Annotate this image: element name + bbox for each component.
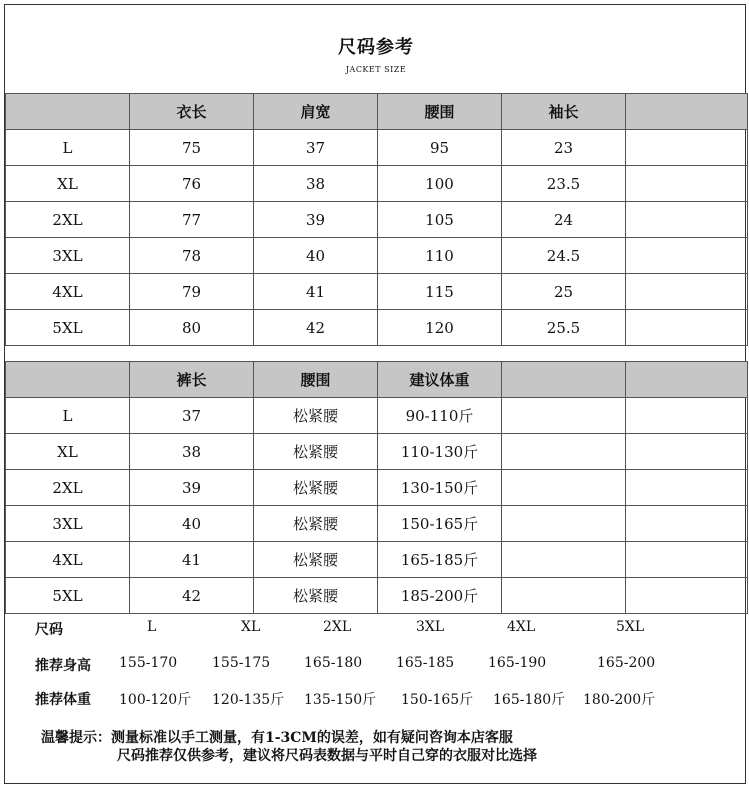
header-cell: 裤长 bbox=[130, 362, 254, 398]
table-cell: 37 bbox=[130, 398, 254, 434]
size-label-row bbox=[5, 619, 747, 639]
weight-recommend-row bbox=[5, 689, 747, 709]
table-cell: 41 bbox=[130, 542, 254, 578]
table-cell: L bbox=[6, 130, 130, 166]
table-cell: 4XL bbox=[6, 542, 130, 578]
header-cell bbox=[502, 362, 626, 398]
header-cell bbox=[626, 362, 748, 398]
table-cell: 130-150斤 bbox=[378, 470, 502, 506]
table-cell: 80 bbox=[130, 310, 254, 346]
weight-value: 180-200斤 bbox=[583, 692, 656, 708]
header-cell: 建议体重 bbox=[378, 362, 502, 398]
size-chart bbox=[4, 4, 746, 784]
table-cell bbox=[626, 542, 748, 578]
table-cell: 37 bbox=[254, 130, 378, 166]
note-line: 温馨提示：测量标准以手工测量，有1-3CM的误差，如有疑问咨询本店客服 bbox=[41, 730, 513, 746]
table-cell: 75 bbox=[130, 130, 254, 166]
table-cell: 松紧腰 bbox=[254, 542, 378, 578]
table-cell: 185-200斤 bbox=[378, 578, 502, 614]
table-row bbox=[6, 434, 748, 470]
size-value: 3XL bbox=[416, 619, 445, 635]
table-cell: 40 bbox=[130, 506, 254, 542]
table-cell bbox=[502, 506, 626, 542]
table-cell bbox=[502, 578, 626, 614]
table-cell: 5XL bbox=[6, 578, 130, 614]
table-cell: 150-165斤 bbox=[378, 506, 502, 542]
weight-value: 165-180斤 bbox=[493, 692, 566, 708]
height-value: 165-190 bbox=[488, 655, 547, 671]
weight-value: 150-165斤 bbox=[401, 692, 474, 708]
table-cell bbox=[502, 398, 626, 434]
size-value: L bbox=[147, 619, 157, 635]
table-header-row bbox=[6, 362, 748, 398]
height-label: 推荐身高 bbox=[35, 658, 91, 674]
table-header-row bbox=[6, 94, 748, 130]
size-value: 4XL bbox=[507, 619, 536, 635]
table-row bbox=[6, 166, 748, 202]
table-cell bbox=[626, 578, 748, 614]
table-row bbox=[6, 130, 748, 166]
height-value: 155-170 bbox=[119, 655, 178, 671]
table-cell: 23 bbox=[502, 130, 626, 166]
table-cell: 38 bbox=[254, 166, 378, 202]
table-cell: 105 bbox=[378, 202, 502, 238]
table-cell: 23.5 bbox=[502, 166, 626, 202]
table-row bbox=[6, 542, 748, 578]
table-cell: 2XL bbox=[6, 202, 130, 238]
table-cell: 39 bbox=[254, 202, 378, 238]
height-value: 155-175 bbox=[212, 655, 271, 671]
table-cell: 110-130斤 bbox=[378, 434, 502, 470]
height-value: 165-185 bbox=[396, 655, 455, 671]
table-cell: 5XL bbox=[6, 310, 130, 346]
table-cell: 165-185斤 bbox=[378, 542, 502, 578]
table-cell: 39 bbox=[130, 470, 254, 506]
table-cell bbox=[626, 506, 748, 542]
table-row bbox=[6, 398, 748, 434]
table-cell: 松紧腰 bbox=[254, 506, 378, 542]
table-cell: 42 bbox=[254, 310, 378, 346]
table-cell: 3XL bbox=[6, 238, 130, 274]
table-row bbox=[6, 506, 748, 542]
pants-size-table bbox=[5, 361, 748, 614]
table-row bbox=[6, 274, 748, 310]
weight-label: 推荐体重 bbox=[35, 692, 91, 708]
table-cell bbox=[502, 542, 626, 578]
table-cell: 90-110斤 bbox=[378, 398, 502, 434]
table-cell: 79 bbox=[130, 274, 254, 310]
table-cell: 38 bbox=[130, 434, 254, 470]
table-cell bbox=[626, 238, 748, 274]
table-cell bbox=[626, 130, 748, 166]
table-cell: 4XL bbox=[6, 274, 130, 310]
table-cell bbox=[626, 470, 748, 506]
table-cell: 76 bbox=[130, 166, 254, 202]
table-cell bbox=[626, 202, 748, 238]
table-cell: 115 bbox=[378, 274, 502, 310]
size-value: XL bbox=[241, 619, 261, 635]
page-title: 尺码参考 bbox=[338, 37, 414, 58]
size-value: 5XL bbox=[616, 619, 645, 635]
table-cell: L bbox=[6, 398, 130, 434]
note-line: 尺码推荐仅供参考，建议将尺码表数据与平时自己穿的衣服对比选择 bbox=[117, 748, 537, 764]
table-row bbox=[6, 578, 748, 614]
table-cell: 松紧腰 bbox=[254, 470, 378, 506]
table-cell: 42 bbox=[130, 578, 254, 614]
header-cell: 肩宽 bbox=[254, 94, 378, 130]
table-cell: 25.5 bbox=[502, 310, 626, 346]
table-cell: 77 bbox=[130, 202, 254, 238]
table-row bbox=[6, 202, 748, 238]
header-cell: 腰围 bbox=[254, 362, 378, 398]
size-label: 尺码 bbox=[35, 622, 63, 638]
weight-value: 100-120斤 bbox=[119, 692, 192, 708]
weight-value: 120-135斤 bbox=[212, 692, 285, 708]
height-recommend-row bbox=[5, 655, 747, 675]
table-cell: XL bbox=[6, 434, 130, 470]
table-cell: 3XL bbox=[6, 506, 130, 542]
table-cell bbox=[626, 310, 748, 346]
table-cell: 25 bbox=[502, 274, 626, 310]
table-cell bbox=[626, 166, 748, 202]
table-row bbox=[6, 470, 748, 506]
height-value: 165-180 bbox=[304, 655, 363, 671]
table-row bbox=[6, 310, 748, 346]
height-value: 165-200 bbox=[597, 655, 656, 671]
table-cell: 24 bbox=[502, 202, 626, 238]
table-cell: 24.5 bbox=[502, 238, 626, 274]
table-cell bbox=[626, 434, 748, 470]
table-cell: 40 bbox=[254, 238, 378, 274]
table-cell: 松紧腰 bbox=[254, 398, 378, 434]
table-cell: 松紧腰 bbox=[254, 434, 378, 470]
header-cell: 腰围 bbox=[378, 94, 502, 130]
header-cell bbox=[6, 362, 130, 398]
table-cell bbox=[502, 470, 626, 506]
table-cell bbox=[626, 274, 748, 310]
table-cell: 78 bbox=[130, 238, 254, 274]
table-cell: 松紧腰 bbox=[254, 578, 378, 614]
weight-value: 135-150斤 bbox=[304, 692, 377, 708]
table-cell: 2XL bbox=[6, 470, 130, 506]
table-cell: 120 bbox=[378, 310, 502, 346]
table-cell: 110 bbox=[378, 238, 502, 274]
table-cell: XL bbox=[6, 166, 130, 202]
table-cell bbox=[502, 434, 626, 470]
table-cell bbox=[626, 398, 748, 434]
header-cell bbox=[626, 94, 748, 130]
table-cell: 100 bbox=[378, 166, 502, 202]
header-cell: 衣长 bbox=[130, 94, 254, 130]
jacket-size-table bbox=[5, 93, 748, 346]
table-cell: 41 bbox=[254, 274, 378, 310]
table-cell: 95 bbox=[378, 130, 502, 166]
page-subtitle: JACKET SIZE bbox=[345, 65, 407, 74]
header-cell bbox=[6, 94, 130, 130]
table-row bbox=[6, 238, 748, 274]
header-cell: 袖长 bbox=[502, 94, 626, 130]
size-value: 2XL bbox=[323, 619, 352, 635]
